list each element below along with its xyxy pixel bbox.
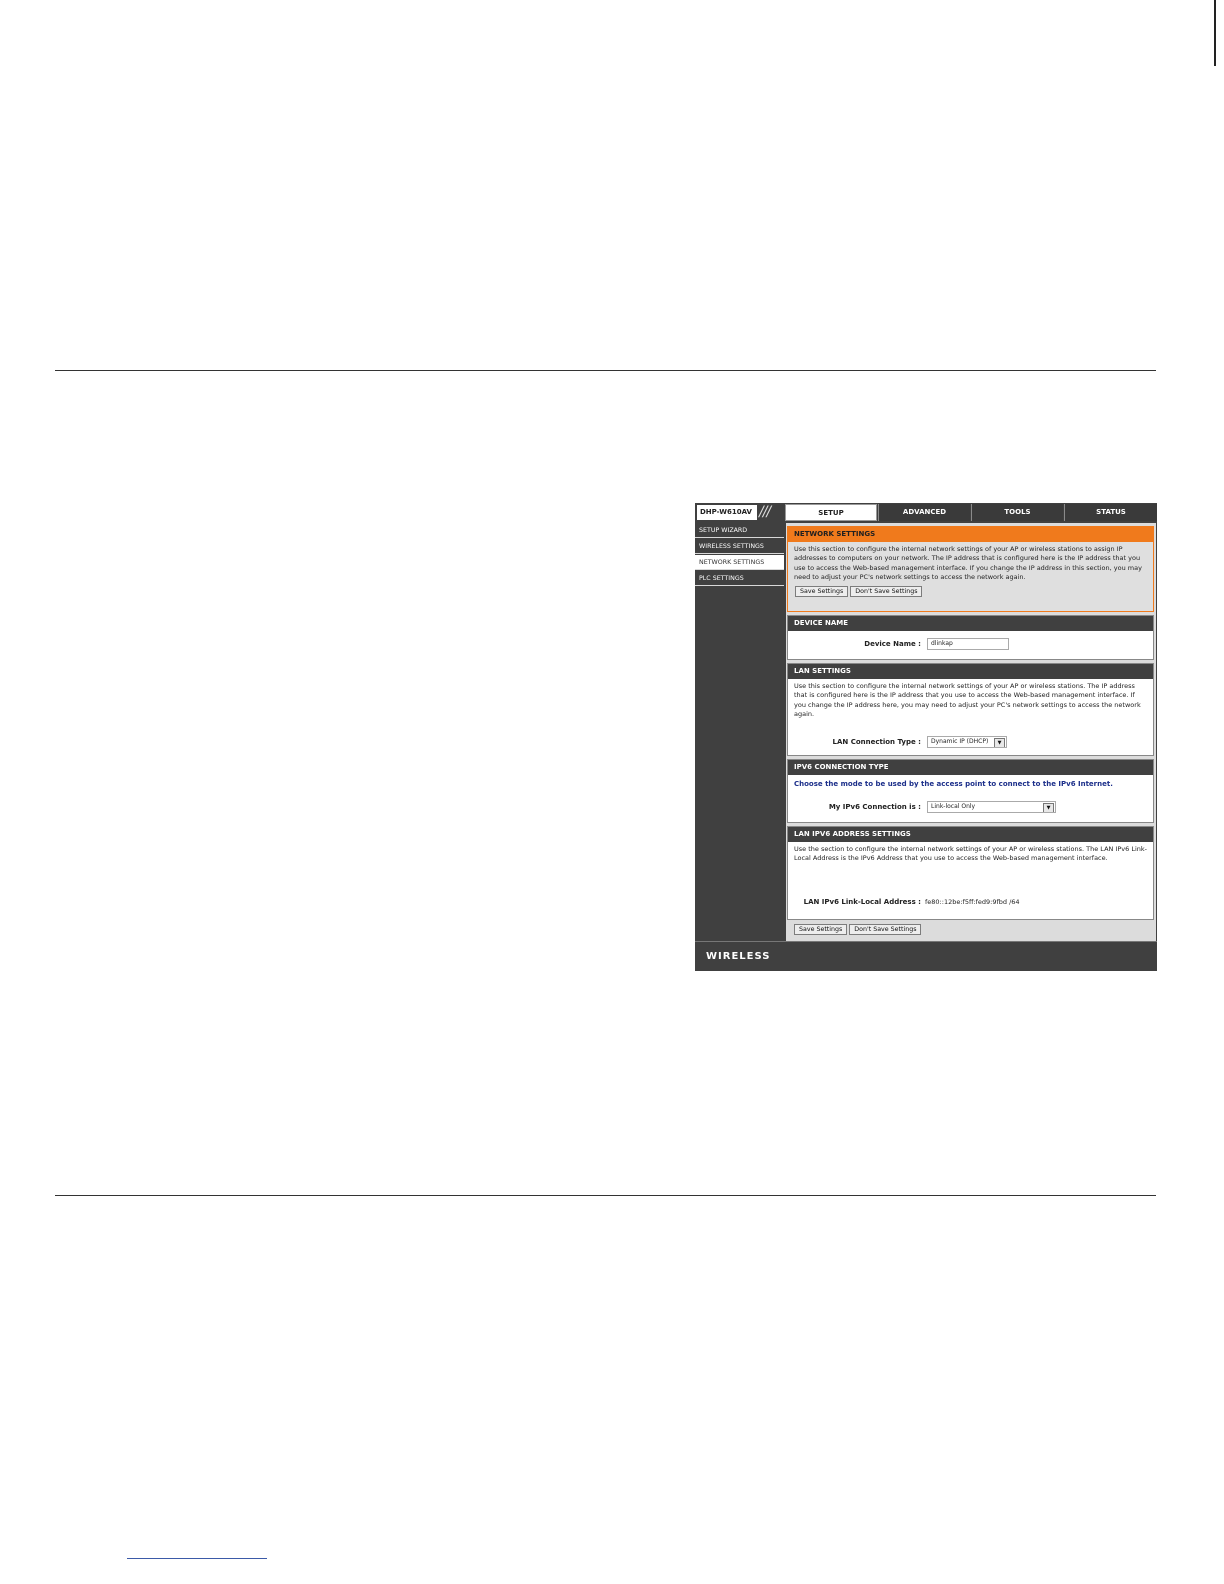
tab-status[interactable]: STATUS — [1064, 504, 1157, 521]
ipv6-connection-panel — [787, 759, 1154, 823]
bottom-buttons — [794, 924, 923, 935]
ipv6-connection-value: Link-local Only — [931, 803, 976, 810]
lan-ipv6-title: LAN IPV6 ADDRESS SETTINGS — [788, 827, 1153, 842]
device-name-row — [788, 638, 1153, 650]
lan-ipv6-address-label: LAN IPv6 Link-Local Address : — [803, 898, 921, 906]
top-nav-bar — [695, 503, 1157, 522]
tab-setup[interactable]: SETUP — [785, 504, 877, 521]
lan-connection-type-row — [788, 736, 1153, 748]
footer-link-underline[interactable] — [127, 1558, 267, 1559]
page-edge-line — [1214, 0, 1216, 66]
main-content — [786, 523, 1156, 941]
lan-connection-type-select[interactable] — [927, 736, 1007, 748]
router-ui-screenshot — [695, 503, 1157, 971]
ipv6-connection-label: My IPv6 Connection is : — [828, 803, 921, 811]
network-settings-buttons — [788, 582, 1153, 597]
device-name-label: Device Name : — [864, 640, 921, 648]
ipv6-connection-title: IPV6 CONNECTION TYPE — [788, 760, 1153, 775]
lan-ipv6-address-row — [788, 896, 1153, 908]
dont-save-settings-button[interactable]: Don't Save Settings — [850, 586, 922, 597]
slash-decoration: /// — [759, 504, 771, 520]
sidebar-item-network-settings[interactable]: NETWORK SETTINGS — [695, 555, 784, 570]
network-settings-panel — [787, 526, 1154, 612]
bottom-dont-save-settings-button[interactable]: Don't Save Settings — [849, 924, 921, 935]
sidebar-item-setup-wizard[interactable]: SETUP WIZARD — [695, 523, 784, 538]
chevron-down-icon[interactable]: ▼ — [994, 738, 1005, 748]
lan-settings-panel — [787, 663, 1154, 756]
device-name-panel — [787, 615, 1154, 660]
lan-settings-description: Use this section to configure the internal network settings of your AP or wireless stations. The IP address that is configured here is the IP address that you use to access the Web-based management interface. If you change the IP address here, you may need to adjust your PC's network settings to access the network again. — [794, 682, 1141, 718]
sidebar — [695, 523, 784, 941]
lan-connection-type-label: LAN Connection Type : — [832, 738, 921, 746]
tab-advanced[interactable]: ADVANCED — [878, 504, 970, 521]
sidebar-item-wireless-settings[interactable]: WIRELESS SETTINGS — [695, 539, 784, 554]
bottom-rule — [55, 1195, 1156, 1196]
save-settings-button[interactable]: Save Settings — [795, 586, 848, 597]
lan-connection-type-value: Dynamic IP (DHCP) — [931, 738, 989, 745]
lan-ipv6-address-value: fe80::12be:f5ff:fed9:9fbd /64 — [925, 898, 1020, 906]
chevron-down-icon[interactable]: ▼ — [1043, 803, 1054, 813]
lan-ipv6-description: Use the section to configure the internal network settings of your AP or wireless stations. The LAN IPv6 Link-Local Address is the IPv6 Address that you use to access the Web-based management interface. — [794, 845, 1147, 863]
ipv6-connection-description: Choose the mode to be used by the access point to connect to the IPv6 Internet. — [794, 780, 1113, 788]
sidebar-item-plc-settings[interactable]: PLC SETTINGS — [695, 571, 784, 586]
top-rule — [55, 370, 1156, 371]
ipv6-connection-select[interactable] — [927, 801, 1056, 813]
footer-brand: WIRELESS — [706, 951, 771, 962]
lan-ipv6-panel — [787, 826, 1154, 920]
device-name-input[interactable]: dlinkap — [927, 638, 1009, 650]
network-settings-title: NETWORK SETTINGS — [788, 527, 1153, 542]
model-label: DHP-W610AV — [697, 505, 757, 520]
network-settings-description: Use this section to configure the internal network settings of your AP or wireless stations to assign IP addresses to computers on your network. The IP address that is configured here is the IP address that you use to access the Web-based management interface. If you change the IP address in this section, you may need to adjust your PC's network settings to access the network again. — [794, 545, 1142, 581]
tab-tools[interactable]: TOOLS — [971, 504, 1063, 521]
lan-settings-title: LAN SETTINGS — [788, 664, 1153, 679]
ipv6-connection-row — [788, 801, 1153, 813]
device-name-title: DEVICE NAME — [788, 616, 1153, 631]
bottom-save-settings-button[interactable]: Save Settings — [794, 924, 847, 935]
footer-bar — [695, 941, 1157, 971]
